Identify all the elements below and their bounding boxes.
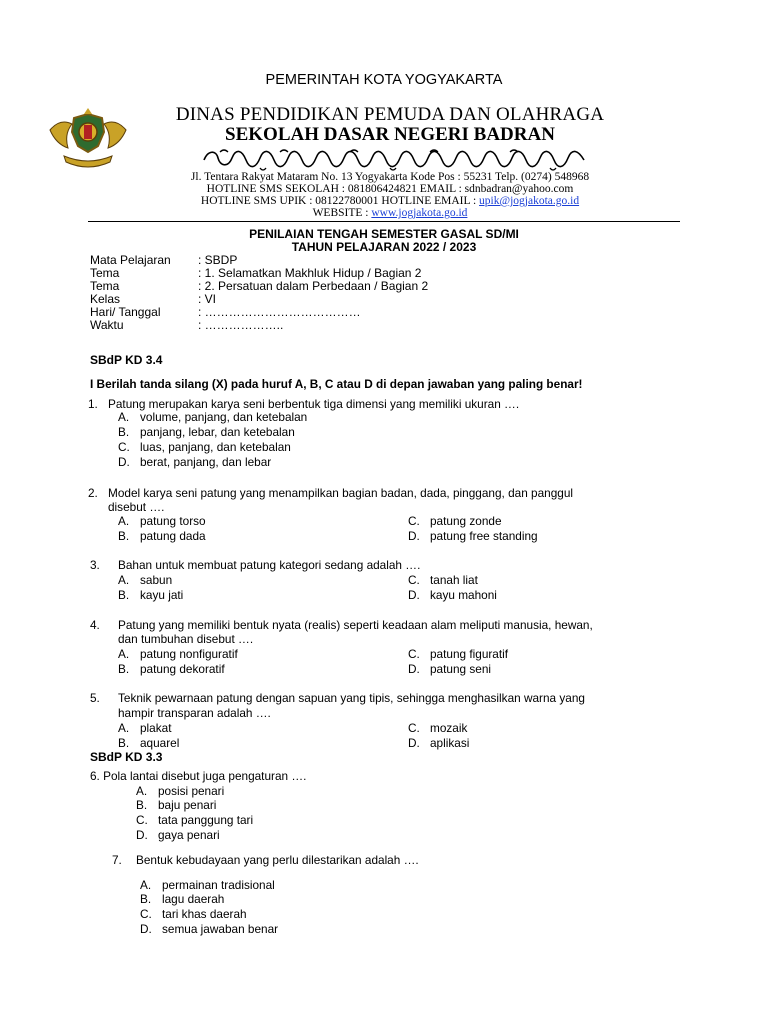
meta-value: : 2. Persatuan dalam Perbedaan / Bagian 2	[198, 279, 429, 293]
meta-value: : VI	[198, 292, 217, 306]
school-name: SEKOLAH DASAR NEGERI BADRAN	[225, 124, 555, 145]
answer-option: A. permainan tradisional	[140, 878, 275, 892]
question-text: Patung merupakan karya seni berbentuk tiga dimensi yang memiliki ukuran ….	[108, 397, 520, 411]
letterhead-divider	[88, 221, 680, 222]
meta-label: Hari/ Tanggal	[90, 305, 161, 319]
javanese-script-school-name	[200, 146, 590, 172]
question-number: 4.	[90, 618, 100, 632]
question-text: disebut ….	[108, 500, 165, 514]
question-text: Bentuk kebudayaan yang perlu dilestarikan adalah ….	[136, 853, 419, 867]
meta-label: Waktu	[90, 318, 124, 332]
meta-value: : 1. Selamatkan Makhluk Hidup / Bagian 2	[198, 266, 422, 280]
question-number: 5.	[90, 691, 100, 705]
question-text: dan tumbuhan disebut ….	[118, 632, 254, 646]
question-text: 6. Pola lantai disebut juga pengaturan ….	[90, 769, 307, 783]
school-hotline: HOTLINE SMS SEKOLAH : 081806424821 EMAIL : sdnbadran@yahoo.com	[206, 183, 574, 195]
answer-option: D. semua jawaban benar	[140, 922, 279, 936]
answer-option: D. gaya penari	[136, 828, 220, 842]
answer-option: A. sabun	[118, 573, 173, 587]
question-text: hampir transparan adalah ….	[118, 706, 271, 720]
answer-option: A. posisi penari	[136, 784, 225, 798]
answer-option: D. aplikasi	[408, 736, 470, 750]
answer-option: C. tata panggung tari	[136, 813, 254, 827]
meta-label: Kelas	[90, 292, 121, 306]
answer-option: A. plakat	[118, 721, 172, 735]
answer-option: C. mozaik	[408, 721, 468, 735]
meta-label: Mata Pelajaran	[90, 253, 171, 267]
answer-option: C. patung figuratif	[408, 647, 509, 661]
section-heading: SBdP KD 3.3	[90, 750, 163, 764]
meta-label: Tema	[90, 266, 120, 280]
meta-value: : …………………………………	[198, 305, 361, 319]
answer-option: C. tanah liat	[408, 573, 478, 587]
answer-option: B. lagu daerah	[140, 892, 225, 906]
answer-option: D. patung free standing	[408, 529, 538, 543]
section-heading: SBdP KD 3.4	[90, 353, 163, 367]
answer-option: C. tari khas daerah	[140, 907, 247, 921]
answer-option: A. patung torso	[118, 514, 206, 528]
answer-option: B. aquarel	[118, 736, 180, 750]
question-number: 2.	[88, 486, 98, 500]
website-link[interactable]: www.jogjakota.go.id	[371, 207, 468, 219]
answer-option: B. kayu jati	[118, 588, 184, 602]
government-title: PEMERINTAH KOTA YOGYAKARTA	[265, 72, 503, 88]
answer-option: C. luas, panjang, dan ketebalan	[118, 440, 291, 454]
school-address: Jl. Tentara Rakyat Mataram No. 13 Yogyakarta Kode Pos : 55231 Telp. (0274) 548968	[190, 171, 590, 183]
question-number: 7.	[112, 853, 122, 867]
answer-option: B. baju penari	[136, 798, 217, 812]
exam-title: PENILAIAN TENGAH SEMESTER GASAL SD/MI	[249, 227, 519, 241]
answer-option: B. panjang, lebar, dan ketebalan	[118, 425, 295, 439]
question-text: Patung yang memiliki bentuk nyata (realis) seperti keadaan alam meliputi manusia, hewan,	[118, 618, 593, 632]
instruction: I Berilah tanda silang (X) pada huruf A, B, C atau D di depan jawaban yang paling benar!	[90, 377, 583, 391]
question-text: Teknik pewarnaan patung dengan sapuan yang tipis, sehingga menghasilkan warna yang	[118, 691, 585, 705]
question-text: Model karya seni patung yang menampilkan bagian badan, dada, pinggang, dan panggul	[108, 486, 574, 500]
answer-option: D. berat, panjang, dan lebar	[118, 455, 272, 469]
department-name: DINAS PENDIDIKAN PEMUDA DAN OLAHRAGA	[175, 104, 605, 125]
question-number: 3.	[90, 558, 100, 572]
answer-option: A. volume, panjang, dan ketebalan	[118, 410, 308, 424]
meta-value: : SBDP	[198, 253, 238, 267]
website-line: WEBSITE : www.jogjakota.go.id	[312, 207, 468, 219]
meta-label: Tema	[90, 279, 120, 293]
upik-hotline: HOTLINE SMS UPIK : 08122780001 HOTLINE EMAIL : upik@jogjakota.go.id	[200, 195, 580, 207]
answer-option: B. patung dekoratif	[118, 662, 225, 676]
answer-option: C. patung zonde	[408, 514, 502, 528]
question-number: 1.	[88, 397, 98, 411]
answer-option: A. patung nonfiguratif	[118, 647, 238, 661]
question-text: Bahan untuk membuat patung kategori sedang adalah ….	[118, 558, 421, 572]
exam-year: TAHUN PELAJARAN 2022 / 2023	[291, 240, 477, 254]
answer-option: D. patung seni	[408, 662, 492, 676]
meta-value: : ………………..	[198, 318, 284, 332]
upik-email-link[interactable]: upik@jogjakota.go.id	[479, 195, 580, 207]
city-emblem-logo	[44, 108, 132, 172]
answer-option: D. kayu mahoni	[408, 588, 497, 602]
answer-option: B. patung dada	[118, 529, 206, 543]
